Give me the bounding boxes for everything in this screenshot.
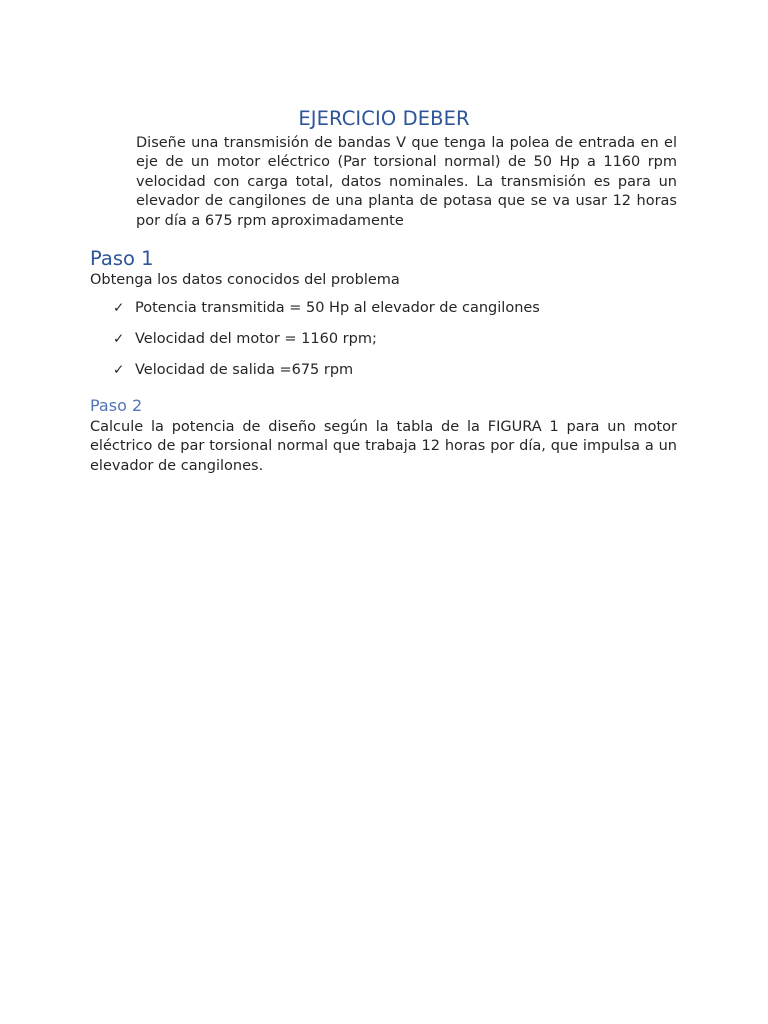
- paso1-text: Obtenga los datos conocidos del problema: [90, 272, 400, 288]
- list-item-text: Velocidad del motor = 1160 rpm;: [135, 331, 377, 347]
- list-item-text: Potencia transmitida = 50 Hp al elevador de cangilones: [135, 300, 540, 316]
- document-title: EJERCICIO DEBER: [298, 107, 470, 130]
- check-icon: ✓: [113, 362, 125, 378]
- paso2-heading: Paso 2: [90, 396, 143, 415]
- intro-paragraph: Diseñe una transmisión de bandas V que tenga la polea de entrada en el eje de un motor eléctrico (Par torsional normal) de 50 Hp a 1160 rpm velocidad con carga total, datos nominales. La transmisión es para un elevador de cangilones de una planta de potasa que se va usar 12 horas por día a 675 rpm aproximadamente: [136, 135, 677, 229]
- list-item-text: Velocidad de salida =675 rpm: [135, 362, 354, 378]
- paso1-heading: Paso 1: [90, 247, 154, 270]
- list-item: [113, 331, 540, 362]
- check-icon: ✓: [113, 300, 125, 316]
- check-icon: ✓: [113, 331, 125, 347]
- list-item: [113, 300, 540, 331]
- known-data-list: [113, 300, 540, 393]
- list-item: [113, 362, 540, 393]
- paso2-text: Calcule la potencia de diseño según la tabla de la FIGURA 1 para un motor eléctrico de par torsional normal que trabaja 12 horas por día, que impulsa a un elevador de cangilones.: [90, 419, 677, 474]
